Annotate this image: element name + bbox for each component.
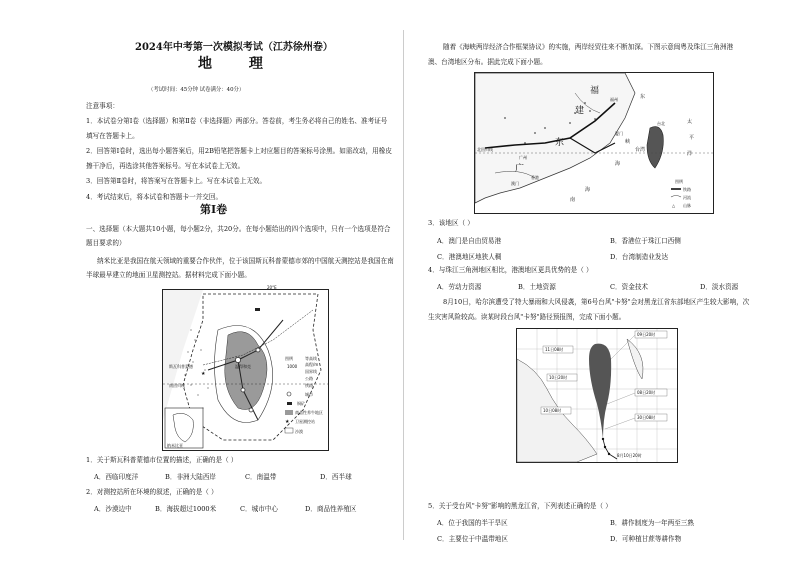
map3-l4: 09日20时 bbox=[637, 332, 656, 337]
map3-l1: 11日08时 bbox=[545, 347, 564, 352]
map2-east: 东 bbox=[640, 94, 646, 100]
subject-title: 地 理 bbox=[198, 56, 279, 72]
map2-hai: 海 bbox=[615, 161, 621, 167]
q2-option-b[interactable]: B．海拔超过1000米 bbox=[155, 505, 217, 513]
map1-legend-road: 公路 bbox=[305, 376, 313, 381]
map1-lon: 20°E bbox=[267, 285, 277, 290]
passage2-a: 随着《海峡两岸经济合作框架协议》的实施，两岸经贸往来不断加深。下图示意闽粤及珠江三角洲港 bbox=[443, 43, 734, 51]
note-1a: 1．本试卷分第Ⅰ卷（选择题）和第Ⅱ卷（非选择题）两部分。答卷前，考生务必将自己的姓名、准考证号 bbox=[86, 117, 388, 125]
map3-l7: 8月10日20时 bbox=[617, 453, 642, 458]
note-4: 4．考试结束后，将本试卷和答题卡一并交回。 bbox=[86, 193, 223, 201]
map2-sea-pacific: 太 bbox=[687, 119, 693, 125]
section-intro-b: 题目要求的） bbox=[86, 239, 126, 247]
map2-hai2: 海 bbox=[585, 187, 591, 193]
map1-legend-mine: 铜矿 bbox=[297, 401, 305, 406]
exam-title: 2024年中考第一次模拟考试（江苏徐州卷） bbox=[135, 42, 333, 53]
map2-hk: 香港 bbox=[531, 175, 539, 180]
fujian-guangdong-map bbox=[474, 72, 714, 214]
map1-legend-title: 图例 bbox=[285, 356, 293, 361]
map1-legend-contour-unit: 高程/m bbox=[305, 362, 319, 367]
map1-windhoek: 温得和克 bbox=[235, 364, 251, 369]
q4-option-d[interactable]: D．淡水资源 bbox=[700, 283, 739, 291]
q2-option-a[interactable]: A．沙漠边中 bbox=[94, 505, 132, 513]
map2-taibei: 台北 bbox=[657, 121, 665, 126]
map2-sea-ping: 平 bbox=[689, 135, 695, 141]
map2-xiamen: 厦门 bbox=[615, 131, 623, 136]
passage-b: 半球最早建立的地面卫星测控站。据材料完成下面小题。 bbox=[86, 271, 251, 279]
notes-heading: 注意事项： bbox=[86, 102, 119, 110]
svg-text:★: ★ bbox=[201, 371, 206, 377]
map3-l2: 10日20时 bbox=[549, 375, 568, 380]
passage3-b: 生灾害风险较高。读某时段台风"卡努"路径预报图，完成下面小题。 bbox=[428, 313, 626, 321]
q5-option-d[interactable]: D．可种植甘蔗等耕作物 bbox=[610, 535, 682, 543]
map1-legend-contour-value: 1000 bbox=[287, 364, 298, 369]
map1-legend-grass: 商品性养牛地区 bbox=[295, 410, 323, 415]
map2-fujian-b: 建 bbox=[575, 106, 585, 116]
map1-legend-city: 城市 bbox=[305, 392, 313, 397]
q4-option-b[interactable]: B．土地资源 bbox=[518, 283, 556, 291]
q5-stem: 5．关于受台风"卡努"影响的黑龙江省，下列表述正确的是（ ） bbox=[428, 502, 612, 510]
passage-a: 纳米比亚是我国在航天领域的重要合作伙伴，位于该国斯瓦科普蒙德市郊的中国航天测控站是我国在南 bbox=[97, 257, 394, 265]
section-heading: 第Ⅰ卷 bbox=[200, 203, 228, 216]
map2-xia: 峡 bbox=[625, 139, 631, 145]
column-divider bbox=[403, 30, 404, 540]
q3-option-b[interactable]: B．香港位于珠江口西侧 bbox=[610, 237, 681, 245]
q4-stem: 4．与珠江三角洲地区相比，港澳地区更具优势的是（ ） bbox=[428, 266, 593, 274]
map2-legend-mountain: 山脉 bbox=[683, 203, 691, 208]
map2-macau: 澳门 bbox=[511, 181, 519, 186]
q1-option-a[interactable]: A．西临印度洋 bbox=[94, 473, 139, 481]
map1-lat-label: 南回归线 bbox=[169, 383, 185, 388]
map2-nan: 南 bbox=[570, 197, 576, 203]
map1-inset-label: 纳米比亚 bbox=[167, 443, 183, 448]
map3-l6: 30日08时 bbox=[637, 415, 656, 420]
map1-legend-sand: 沙漠 bbox=[295, 429, 303, 434]
map1-legend-station: 卫星测控站 bbox=[295, 419, 315, 424]
q2-option-d[interactable]: D．商品性养殖区 bbox=[305, 505, 357, 513]
q5-option-b[interactable]: B．耕作制度为一年两至三熟 bbox=[610, 519, 694, 527]
q2-option-c[interactable]: C．城市中心 bbox=[240, 505, 279, 513]
passage3-a: 8月10日，哈尔滨遭受了特大暴雨和大风侵袭，第6号台风"卡努"会对黑龙江省东部地区产生较大影响，次 bbox=[443, 298, 750, 306]
passage2-b: 澳、台湾地区分布。据此完成下面小题。 bbox=[428, 58, 547, 66]
typhoon-track-map bbox=[516, 328, 678, 463]
q2-stem: 2．对测控站所在环境的叙述，正确的是（ ） bbox=[86, 488, 218, 496]
svg-text:★: ★ bbox=[285, 419, 290, 425]
exam-meta: （考试时间：45分钟 试卷满分：40分） bbox=[148, 87, 245, 93]
note-2a: 2．回答第Ⅰ卷时，选出每小题答案后，用2B铅笔把答题卡上对应题目的答案标号涂黑。如需改动，用橡皮 bbox=[86, 147, 392, 155]
map1-city-label: 斯瓦科普蒙德 bbox=[169, 364, 193, 369]
q3-stem: 3．该地区（ ） bbox=[428, 219, 474, 227]
q4-option-c[interactable]: C．资金技术 bbox=[610, 283, 649, 291]
map2-fuzhou: 福州 bbox=[610, 97, 618, 102]
note-1b: 填写在答题卡上。 bbox=[86, 132, 139, 140]
map2-tropic: 北回归线 bbox=[477, 147, 493, 152]
map3-l5: 08日20时 bbox=[637, 390, 656, 395]
map2-legend-title: 图例 bbox=[675, 179, 683, 184]
q1-stem: 1．关于斯瓦科普蒙德市位置的描述，正确的是（ ） bbox=[86, 456, 238, 464]
note-3: 3．回答第Ⅱ卷时，将答案写在答题卡上。写在本试卷上无效。 bbox=[86, 177, 267, 185]
right-column bbox=[410, 0, 794, 562]
q4-option-a[interactable]: A．劳动力资源 bbox=[437, 283, 482, 291]
map3-l3: 10日08时 bbox=[543, 408, 562, 413]
map2-sea-yang: 洋 bbox=[687, 151, 693, 157]
namibia-map bbox=[162, 285, 329, 451]
map2-guangdong: 东 bbox=[555, 138, 565, 148]
q1-option-b[interactable]: B．非洲大陆西岸 bbox=[165, 473, 217, 481]
q3-option-c[interactable]: C．港澳地区地狭人稠 bbox=[437, 253, 502, 261]
map1-legend-rail: 铁路 bbox=[305, 383, 313, 388]
map2-legend-river: 河流 bbox=[683, 195, 691, 200]
map2-taiwan: 台湾 bbox=[635, 147, 646, 153]
svg-text:△: △ bbox=[672, 203, 676, 208]
q3-option-a[interactable]: A．澳门是自由贸易港 bbox=[437, 237, 502, 245]
map1-legend-contour: 等高线 bbox=[305, 356, 317, 361]
q1-option-c[interactable]: C．南温带 bbox=[245, 473, 277, 481]
section-intro-a: 一、选择题（本大题共10小题，每小题2分，共20分。在每小题给出的四个选项中，只有一个选项是符合 bbox=[86, 225, 391, 233]
map2-legend-rail: 铁路 bbox=[683, 187, 691, 192]
q5-option-c[interactable]: C．主要位于中温带地区 bbox=[437, 535, 508, 543]
map2-gz: 广州 bbox=[519, 155, 527, 160]
q1-option-d[interactable]: D．西半球 bbox=[320, 473, 352, 481]
q3-option-d[interactable]: D．台湾制造业发达 bbox=[610, 253, 669, 261]
q5-option-a[interactable]: A．位于我国的半干旱区 bbox=[437, 519, 508, 527]
map2-fujian-a: 福 bbox=[590, 86, 600, 96]
map2-guang: 广 bbox=[515, 164, 525, 174]
note-2b: 擦干净后，再选涂其他答案标号。写在本试卷上无效。 bbox=[86, 162, 245, 170]
map1-legend-border: 国界线 bbox=[305, 369, 317, 374]
